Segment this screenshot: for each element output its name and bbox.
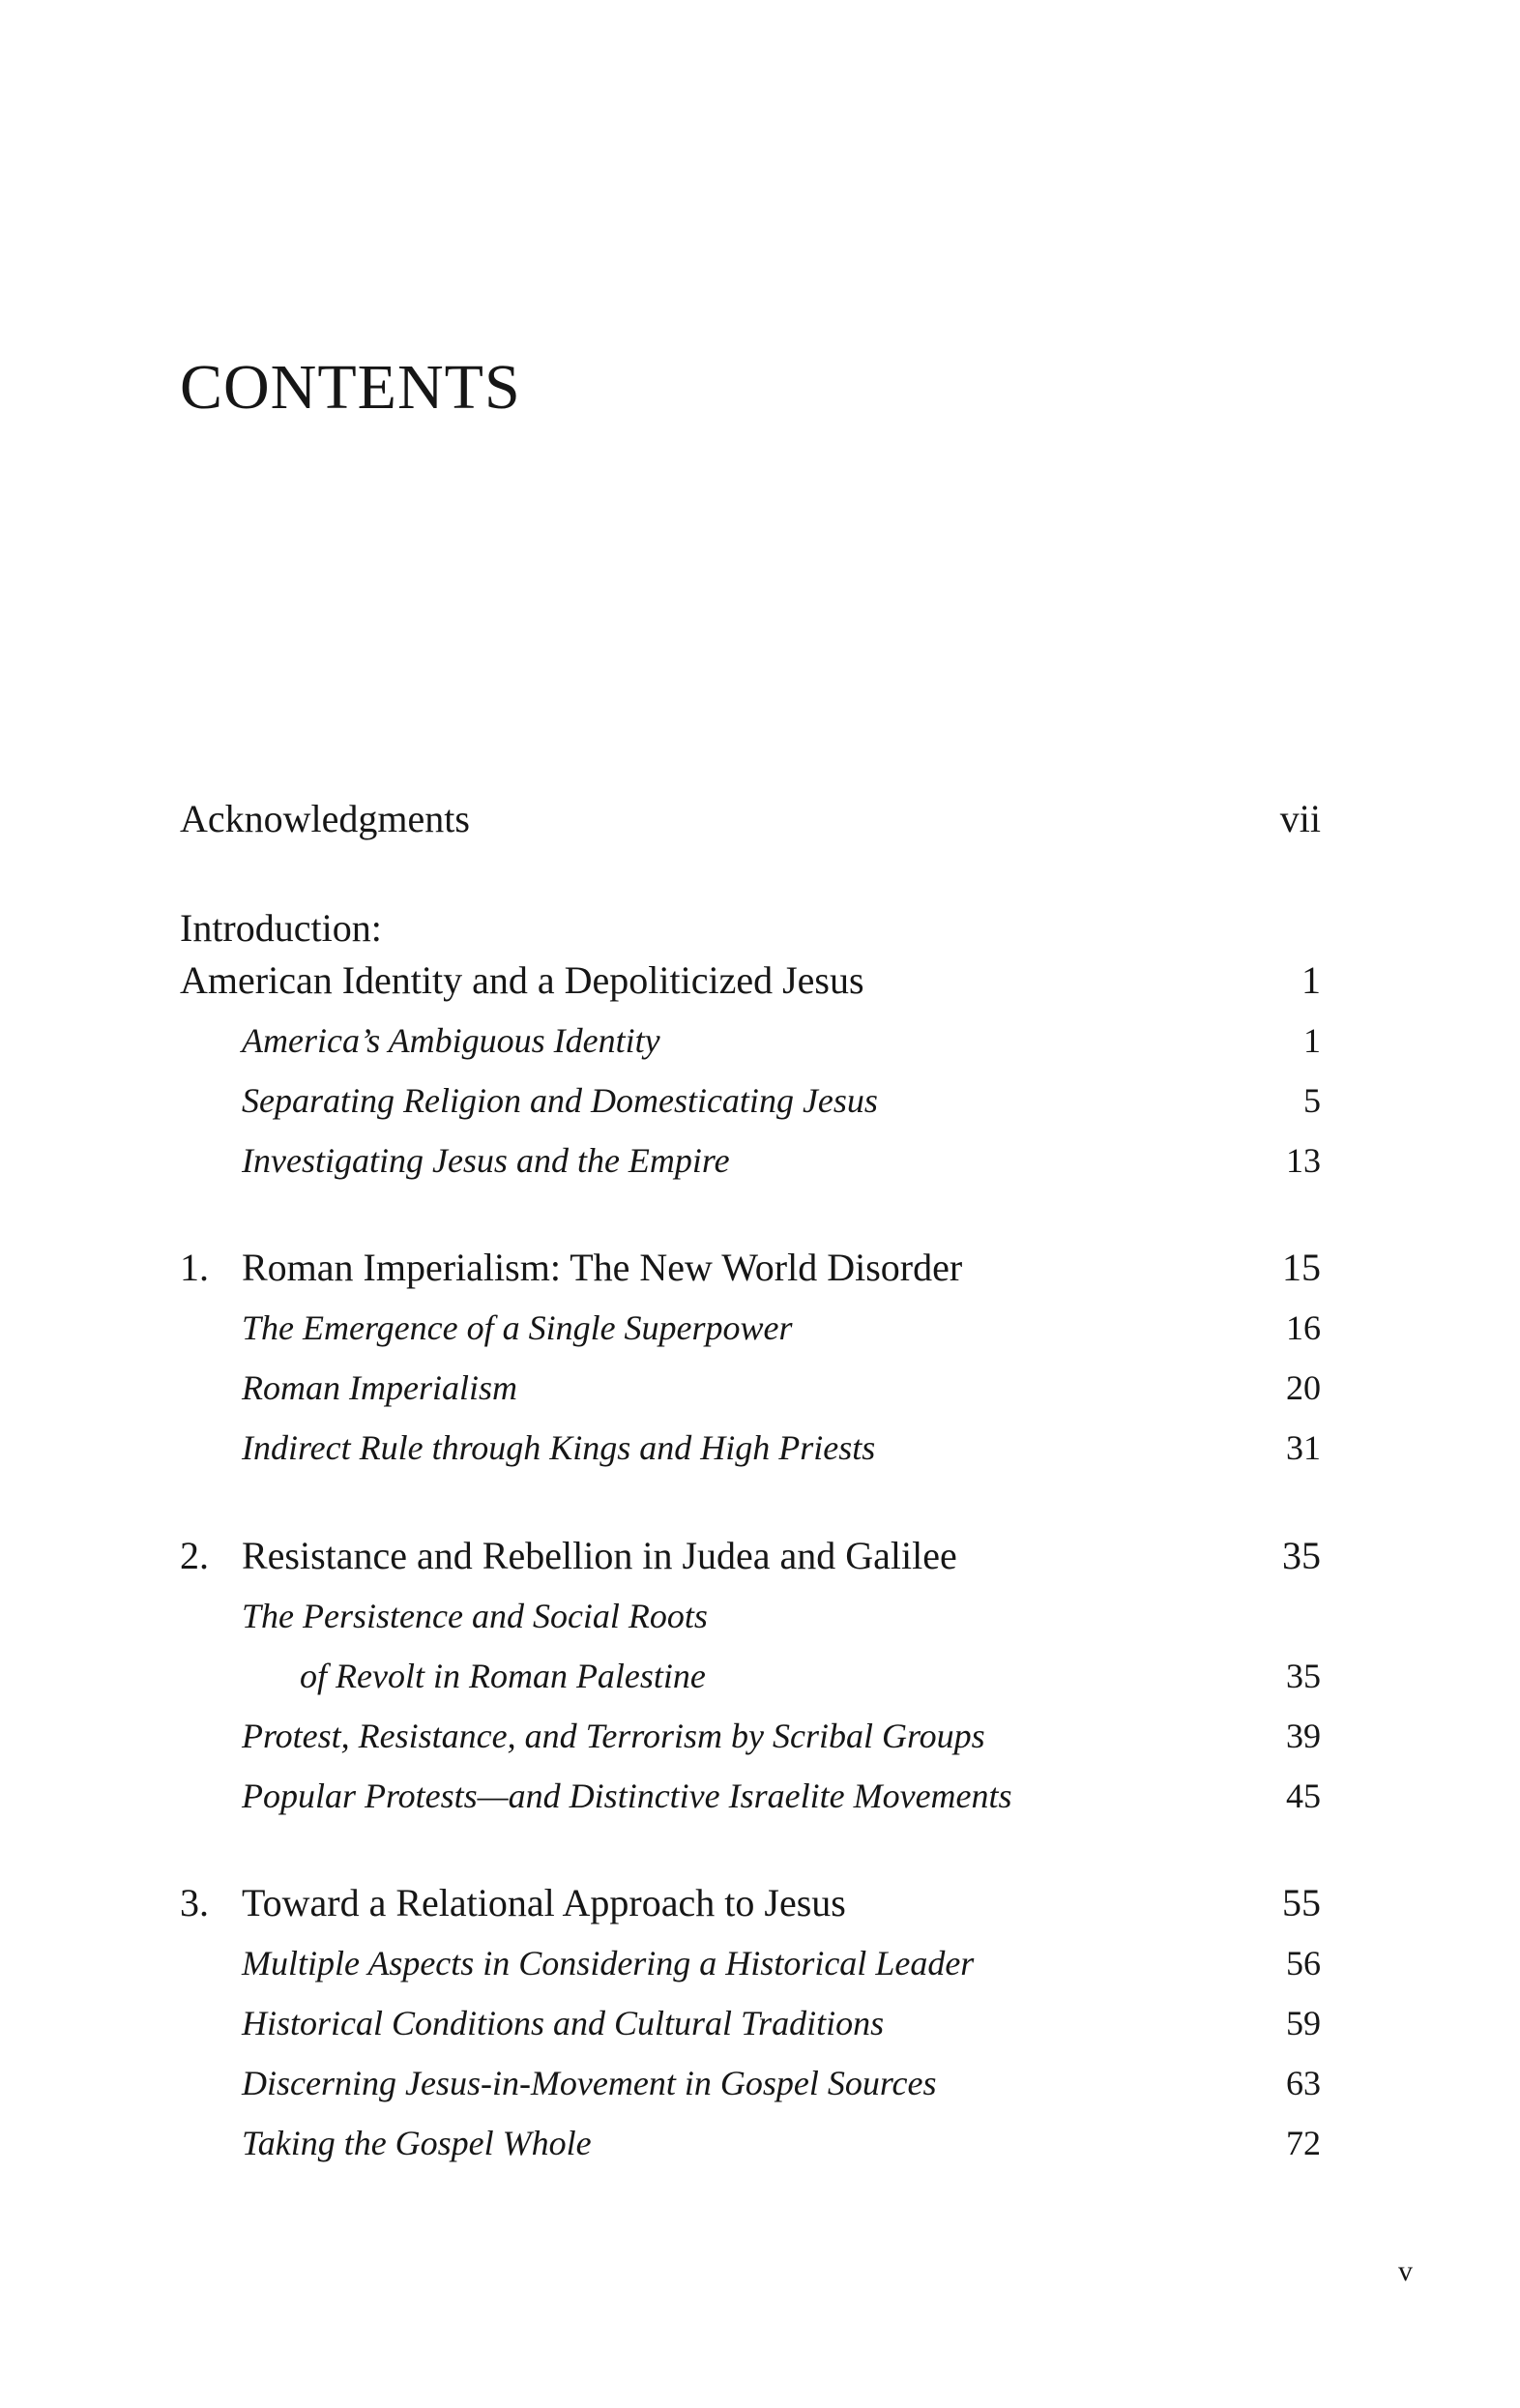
toc-section-title: Historical Conditions and Cultural Traditions — [242, 2004, 885, 2042]
toc-chapter-3[interactable] — [0, 1876, 1520, 1930]
toc-section[interactable] — [0, 1361, 1520, 1415]
toc-entry-title: American Identity and a Depoliticized Jesus — [180, 958, 864, 1002]
toc-section[interactable] — [0, 1996, 1520, 2050]
toc-chapter-1[interactable] — [0, 1241, 1520, 1295]
toc-page-number: 16 — [1286, 1308, 1321, 1347]
toc-section[interactable] — [0, 1709, 1520, 1763]
toc-entry-title: Toward a Relational Approach to Jesus — [242, 1881, 846, 1924]
toc-page-number: 72 — [1286, 2124, 1321, 2162]
toc-section-title: of Revolt in Roman Palestine — [300, 1657, 706, 1695]
toc-page-number: vii — [1279, 797, 1321, 840]
toc-section-title: America’s Ambiguous Identity — [242, 1021, 660, 1060]
toc-section[interactable] — [0, 1769, 1520, 1823]
toc-page-number: 35 — [1282, 1534, 1321, 1577]
toc-page-number: 31 — [1286, 1428, 1321, 1467]
toc-entry-introduction-label — [0, 901, 1520, 955]
toc-page-number: 13 — [1286, 1141, 1321, 1180]
toc-page-number: 45 — [1286, 1777, 1321, 1815]
toc-section-title: Discerning Jesus-in-Movement in Gospel Sources — [242, 2064, 937, 2102]
toc-entry-introduction[interactable] — [0, 954, 1520, 1008]
toc-section-title: Roman Imperialism — [242, 1368, 517, 1407]
toc-entry-title: Resistance and Rebellion in Judea and Galilee — [242, 1534, 957, 1577]
toc-section[interactable] — [0, 1421, 1520, 1475]
toc-chapter-2[interactable] — [0, 1529, 1520, 1583]
toc-section[interactable] — [0, 2056, 1520, 2110]
toc-section-title: The Emergence of a Single Superpower — [242, 1308, 793, 1347]
toc-entry-title: Roman Imperialism: The New World Disorder — [242, 1246, 963, 1289]
toc-section[interactable] — [0, 1073, 1520, 1128]
toc-section-title: Protest, Resistance, and Terrorism by Scribal Groups — [242, 1717, 985, 1755]
toc-section[interactable] — [0, 1013, 1520, 1068]
page-title: CONTENTS — [180, 352, 521, 423]
page-folio: v — [1398, 2255, 1413, 2287]
chapter-number: 2. — [180, 1534, 209, 1577]
toc-section-title: Investigating Jesus and the Empire — [242, 1141, 730, 1180]
toc-section[interactable] — [0, 2116, 1520, 2170]
toc-page-number: 15 — [1282, 1246, 1321, 1289]
toc-entry-title: Acknowledgments — [180, 797, 470, 840]
toc-section[interactable] — [0, 1133, 1520, 1188]
toc-page-number: 55 — [1282, 1881, 1321, 1924]
toc-page-number: 59 — [1286, 2004, 1321, 2042]
toc-page-number: 63 — [1286, 2064, 1321, 2102]
toc-section-title: Popular Protests—and Distinctive Israelite Movements — [242, 1777, 1012, 1815]
chapter-number: 1. — [180, 1246, 209, 1289]
toc-section[interactable] — [0, 1589, 1520, 1643]
toc-section-title: Multiple Aspects in Considering a Historical Leader — [242, 1944, 975, 1982]
toc-page-number: 56 — [1286, 1944, 1321, 1982]
toc-page-number: 35 — [1286, 1657, 1321, 1695]
toc-section-title: The Persistence and Social Roots — [242, 1597, 708, 1635]
toc-section-title: Separating Religion and Domesticating Jesus — [242, 1081, 878, 1120]
toc-section-title: Indirect Rule through Kings and High Priests — [242, 1428, 876, 1467]
toc-entry-label: Introduction: — [180, 906, 382, 950]
toc-section-title: Taking the Gospel Whole — [242, 2124, 592, 2162]
toc-page-number: 1 — [1301, 958, 1321, 1002]
toc-page-number: 39 — [1286, 1717, 1321, 1755]
toc-entry-acknowledgments[interactable] — [0, 792, 1520, 846]
chapter-number: 3. — [180, 1881, 209, 1924]
toc-section[interactable] — [0, 1301, 1520, 1355]
toc-section[interactable] — [0, 1936, 1520, 1990]
toc-section-continuation[interactable] — [0, 1649, 1520, 1703]
toc-page-number: 1 — [1303, 1021, 1321, 1060]
toc-page-number: 20 — [1286, 1368, 1321, 1407]
toc-page-number: 5 — [1303, 1081, 1321, 1120]
